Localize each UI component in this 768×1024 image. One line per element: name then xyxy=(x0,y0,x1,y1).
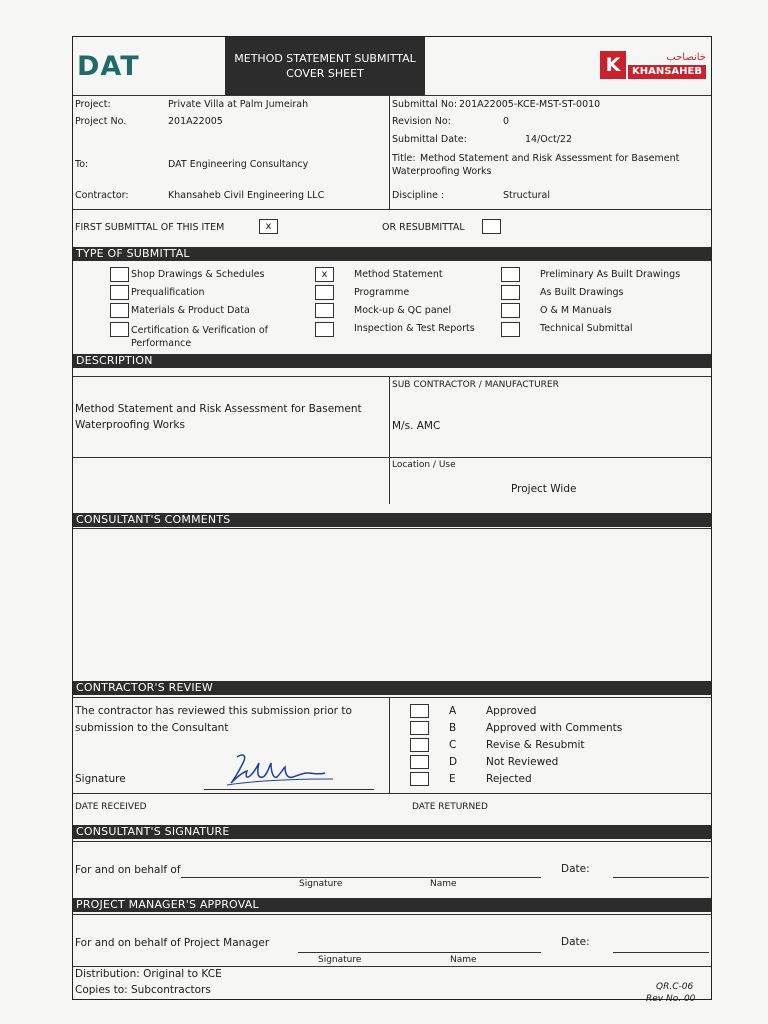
option-b-code: B xyxy=(449,722,457,734)
khansaheb-name: KHANSAHEB xyxy=(628,65,706,79)
preliminary-asbuilt-label: Preliminary As Built Drawings xyxy=(540,269,681,280)
option-a-code: A xyxy=(449,705,457,717)
option-c-code: C xyxy=(449,739,457,751)
technical-submittal-label: Technical Submittal xyxy=(540,323,633,334)
contractor-review-heading: CONTRACTOR'S REVIEW xyxy=(73,681,711,695)
title-block xyxy=(225,37,425,95)
option-b-label: Approved with Comments xyxy=(486,722,623,734)
project-label: Project: xyxy=(75,99,111,110)
description-text-line1: Method Statement and Risk Assessment for Basement xyxy=(75,403,362,415)
option-b-checkbox[interactable] xyxy=(410,721,429,735)
khansaheb-k-icon: K xyxy=(600,51,626,79)
asbuilt-label: As Built Drawings xyxy=(540,287,624,298)
type-of-submittal-heading: TYPE OF SUBMITTAL xyxy=(73,247,711,261)
contractor-value: Khansaheb Civil Engineering LLC xyxy=(168,190,325,201)
submittal-date-value: 14/Oct/22 xyxy=(525,134,573,145)
contractor-review-text-line1: The contractor has reviewed this submission prior to xyxy=(75,705,352,717)
discipline-value: Structural xyxy=(503,190,551,201)
distribution-text: Distribution: Original to KCE xyxy=(75,968,222,980)
option-d-code: D xyxy=(449,756,458,768)
cover-sheet xyxy=(72,36,712,1000)
certification-label: Certification & Verification of xyxy=(131,325,268,336)
title-value-line1: Method Statement and Risk Assessment for Basement xyxy=(420,153,680,164)
date-received-label: DATE RECEIVED xyxy=(75,802,147,812)
inspection-checkbox[interactable] xyxy=(315,322,334,337)
title-line2: COVER SHEET xyxy=(286,67,364,80)
submittal-no-value: 201A22005-KCE-MST-ST-0010 xyxy=(459,99,601,110)
to-label: To: xyxy=(75,159,89,170)
option-d-checkbox[interactable] xyxy=(410,755,429,769)
description-heading: DESCRIPTION xyxy=(73,354,711,368)
option-c-checkbox[interactable] xyxy=(410,738,429,752)
pm-name-caption: Name xyxy=(450,955,477,965)
dat-logo: DAT xyxy=(77,51,140,82)
om-manuals-checkbox[interactable] xyxy=(501,303,520,318)
submittal-no-label: Submittal No: xyxy=(392,99,458,110)
option-e-label: Rejected xyxy=(486,773,532,785)
consultant-name-caption: Name xyxy=(430,879,457,889)
option-e-code: E xyxy=(449,773,456,785)
first-submittal-label: FIRST SUBMITTAL OF THIS ITEM xyxy=(75,222,225,233)
option-a-label: Approved xyxy=(486,705,537,717)
inspection-label: Inspection & Test Reports xyxy=(354,323,475,334)
signature-label: Signature xyxy=(75,773,126,785)
mockup-label: Mock-up & QC panel xyxy=(354,305,452,316)
revision-label: Revision No: xyxy=(392,116,451,127)
pm-signature-caption: Signature xyxy=(318,955,362,965)
option-c-label: Revise & Resubmit xyxy=(486,739,585,751)
consultant-comments-area[interactable] xyxy=(73,529,711,679)
shop-drawings-label: Shop Drawings & Schedules xyxy=(131,269,265,280)
consultant-signature-heading: CONSULTANT'S SIGNATURE xyxy=(73,825,711,839)
consultant-date-label: Date: xyxy=(561,863,590,875)
resubmittal-checkbox[interactable] xyxy=(482,219,501,234)
option-d-label: Not Reviewed xyxy=(486,756,559,768)
rev-code: Rev No. 00 xyxy=(646,994,696,1004)
pm-date-label: Date: xyxy=(561,936,590,948)
project-no-value: 201A22005 xyxy=(168,116,223,127)
project-value: Private Villa at Palm Jumeirah xyxy=(168,99,309,110)
shop-drawings-checkbox[interactable] xyxy=(110,267,129,282)
option-e-checkbox[interactable] xyxy=(410,772,429,786)
programme-label: Programme xyxy=(354,287,410,298)
prequalification-checkbox[interactable] xyxy=(110,285,129,300)
location-value: Project Wide xyxy=(511,483,577,495)
prequalification-label: Prequalification xyxy=(131,287,205,298)
copies-text: Copies to: Subcontractors xyxy=(75,984,211,996)
first-submittal-checkbox[interactable]: x xyxy=(259,219,278,234)
description-text-line2: Waterproofing Works xyxy=(75,419,185,431)
form-code: QR.C-06 xyxy=(656,982,694,992)
contractor-label: Contractor: xyxy=(75,190,129,201)
programme-checkbox[interactable] xyxy=(315,285,334,300)
asbuilt-checkbox[interactable] xyxy=(501,285,520,300)
contractor-review-text-line2: submission to the Consultant xyxy=(75,722,229,734)
submittal-date-label: Submittal Date: xyxy=(392,134,467,145)
to-value: DAT Engineering Consultancy xyxy=(168,159,309,170)
sub-contractor-label: SUB CONTRACTOR / MANUFACTURER xyxy=(392,380,559,390)
method-statement-checkbox[interactable]: x xyxy=(315,267,334,282)
discipline-label: Discipline : xyxy=(392,190,445,201)
preliminary-asbuilt-checkbox[interactable] xyxy=(501,267,520,282)
certification-checkbox[interactable] xyxy=(110,322,129,337)
consultant-comments-heading: CONSULTANT'S COMMENTS xyxy=(73,513,711,527)
consultant-signature-caption: Signature xyxy=(299,879,343,889)
resubmittal-label: OR RESUBMITTAL xyxy=(382,222,465,233)
consultant-behalf-label: For and on behalf of xyxy=(75,864,181,876)
date-returned-label: DATE RETURNED xyxy=(412,802,488,812)
materials-checkbox[interactable] xyxy=(110,303,129,318)
title-label: Title: xyxy=(392,153,416,164)
revision-value: 0 xyxy=(503,116,510,127)
khansaheb-logo xyxy=(600,51,706,81)
title-value-line2: Waterproofing Works xyxy=(392,166,492,177)
certification-label-line2: Performance xyxy=(131,338,192,349)
project-no-label: Project No. xyxy=(75,116,127,127)
om-manuals-label: O & M Manuals xyxy=(540,305,612,316)
location-label: Location / Use xyxy=(392,460,456,470)
method-statement-label: Method Statement xyxy=(354,269,443,280)
title-line1: METHOD STATEMENT SUBMITTAL xyxy=(234,52,416,65)
contractor-signature xyxy=(213,749,353,791)
technical-submittal-checkbox[interactable] xyxy=(501,322,520,337)
sub-contractor-value: M/s. AMC xyxy=(392,420,441,432)
mockup-checkbox[interactable] xyxy=(315,303,334,318)
pm-approval-heading: PROJECT MANAGER'S APPROVAL xyxy=(73,898,711,912)
materials-label: Materials & Product Data xyxy=(131,305,250,316)
option-a-checkbox[interactable] xyxy=(410,704,429,718)
pm-behalf-label: For and on behalf of Project Manager xyxy=(75,937,270,949)
khansaheb-arabic: خانصاحب xyxy=(666,52,706,63)
